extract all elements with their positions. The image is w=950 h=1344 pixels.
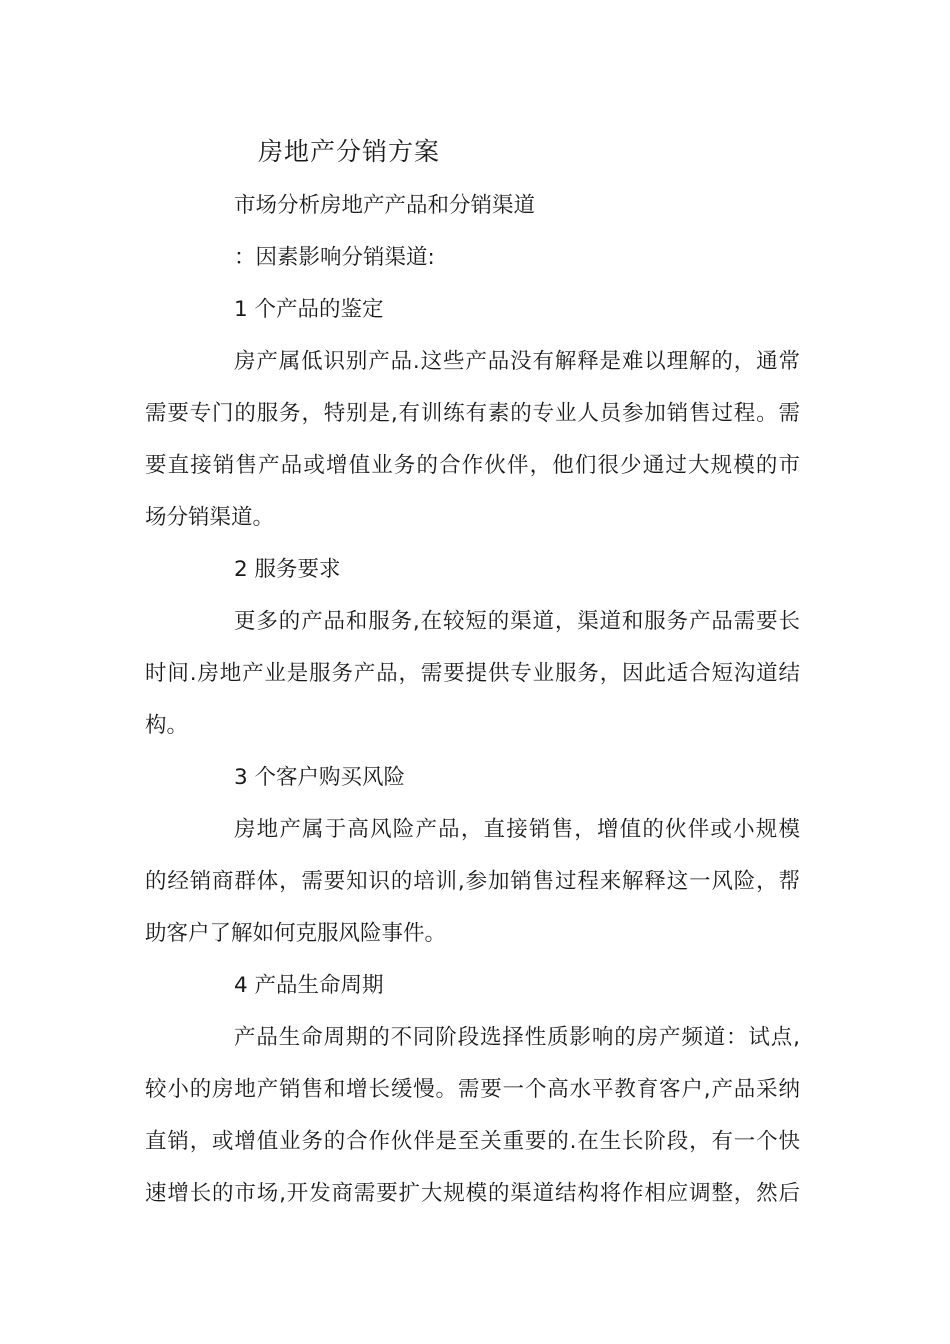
section-subheading: ：因素影响分销渠道: <box>234 245 435 270</box>
paragraph-line: 要直接销售产品或增值业务的合作伙伴，他们很少通过大规模的市 <box>145 453 800 478</box>
item-heading-3: 3 个客户购买风险 <box>234 765 406 790</box>
paragraph-line: 构。 <box>145 713 189 738</box>
paragraph-line: 助客户了解如何克服风险事件。 <box>145 921 447 946</box>
paragraph-line: 场分销渠道。 <box>145 505 275 530</box>
item-heading-4: 4 产品生命周期 <box>234 973 384 998</box>
paragraph-line: 直销，或增值业务的合作伙伴是至关重要的.在生长阶段，有一个快 <box>145 1129 800 1154</box>
paragraph-line: 的经销商群体，需要知识的培训,参加销售过程来解释这一风险，帮 <box>145 869 800 894</box>
paragraph-line: 时间.房地产业是服务产品，需要提供专业服务，因此适合短沟道结 <box>145 661 800 686</box>
document-title: 房地产分销方案 <box>258 137 441 166</box>
paragraph-line: 速增长的市场,开发商需要扩大规模的渠道结构将作相应调整，然后 <box>145 1181 800 1206</box>
paragraph-line: 需要专门的服务，特别是,有训练有素的专业人员参加销售过程。需 <box>145 401 800 426</box>
paragraph-line: 更多的产品和服务,在较短的渠道，渠道和服务产品需要长 <box>234 609 800 634</box>
section-heading: 市场分析房地产产品和分销渠道 <box>234 193 536 218</box>
paragraph-line: 房地产属于高风险产品，直接销售，增值的伙伴或小规模 <box>234 817 800 842</box>
item-heading-2: 2 服务要求 <box>234 557 341 582</box>
paragraph-line: 产品生命周期的不同阶段选择性质影响的房产频道：试点, <box>234 1025 800 1050</box>
paragraph-line: 房产属低识别产品.这些产品没有解释是难以理解的，通常 <box>234 349 800 374</box>
paragraph-line: 较小的房地产销售和增长缓慢。需要一个高水平教育客户,产品采纳 <box>145 1077 800 1102</box>
item-heading-1: 1 个产品的鉴定 <box>234 297 384 322</box>
